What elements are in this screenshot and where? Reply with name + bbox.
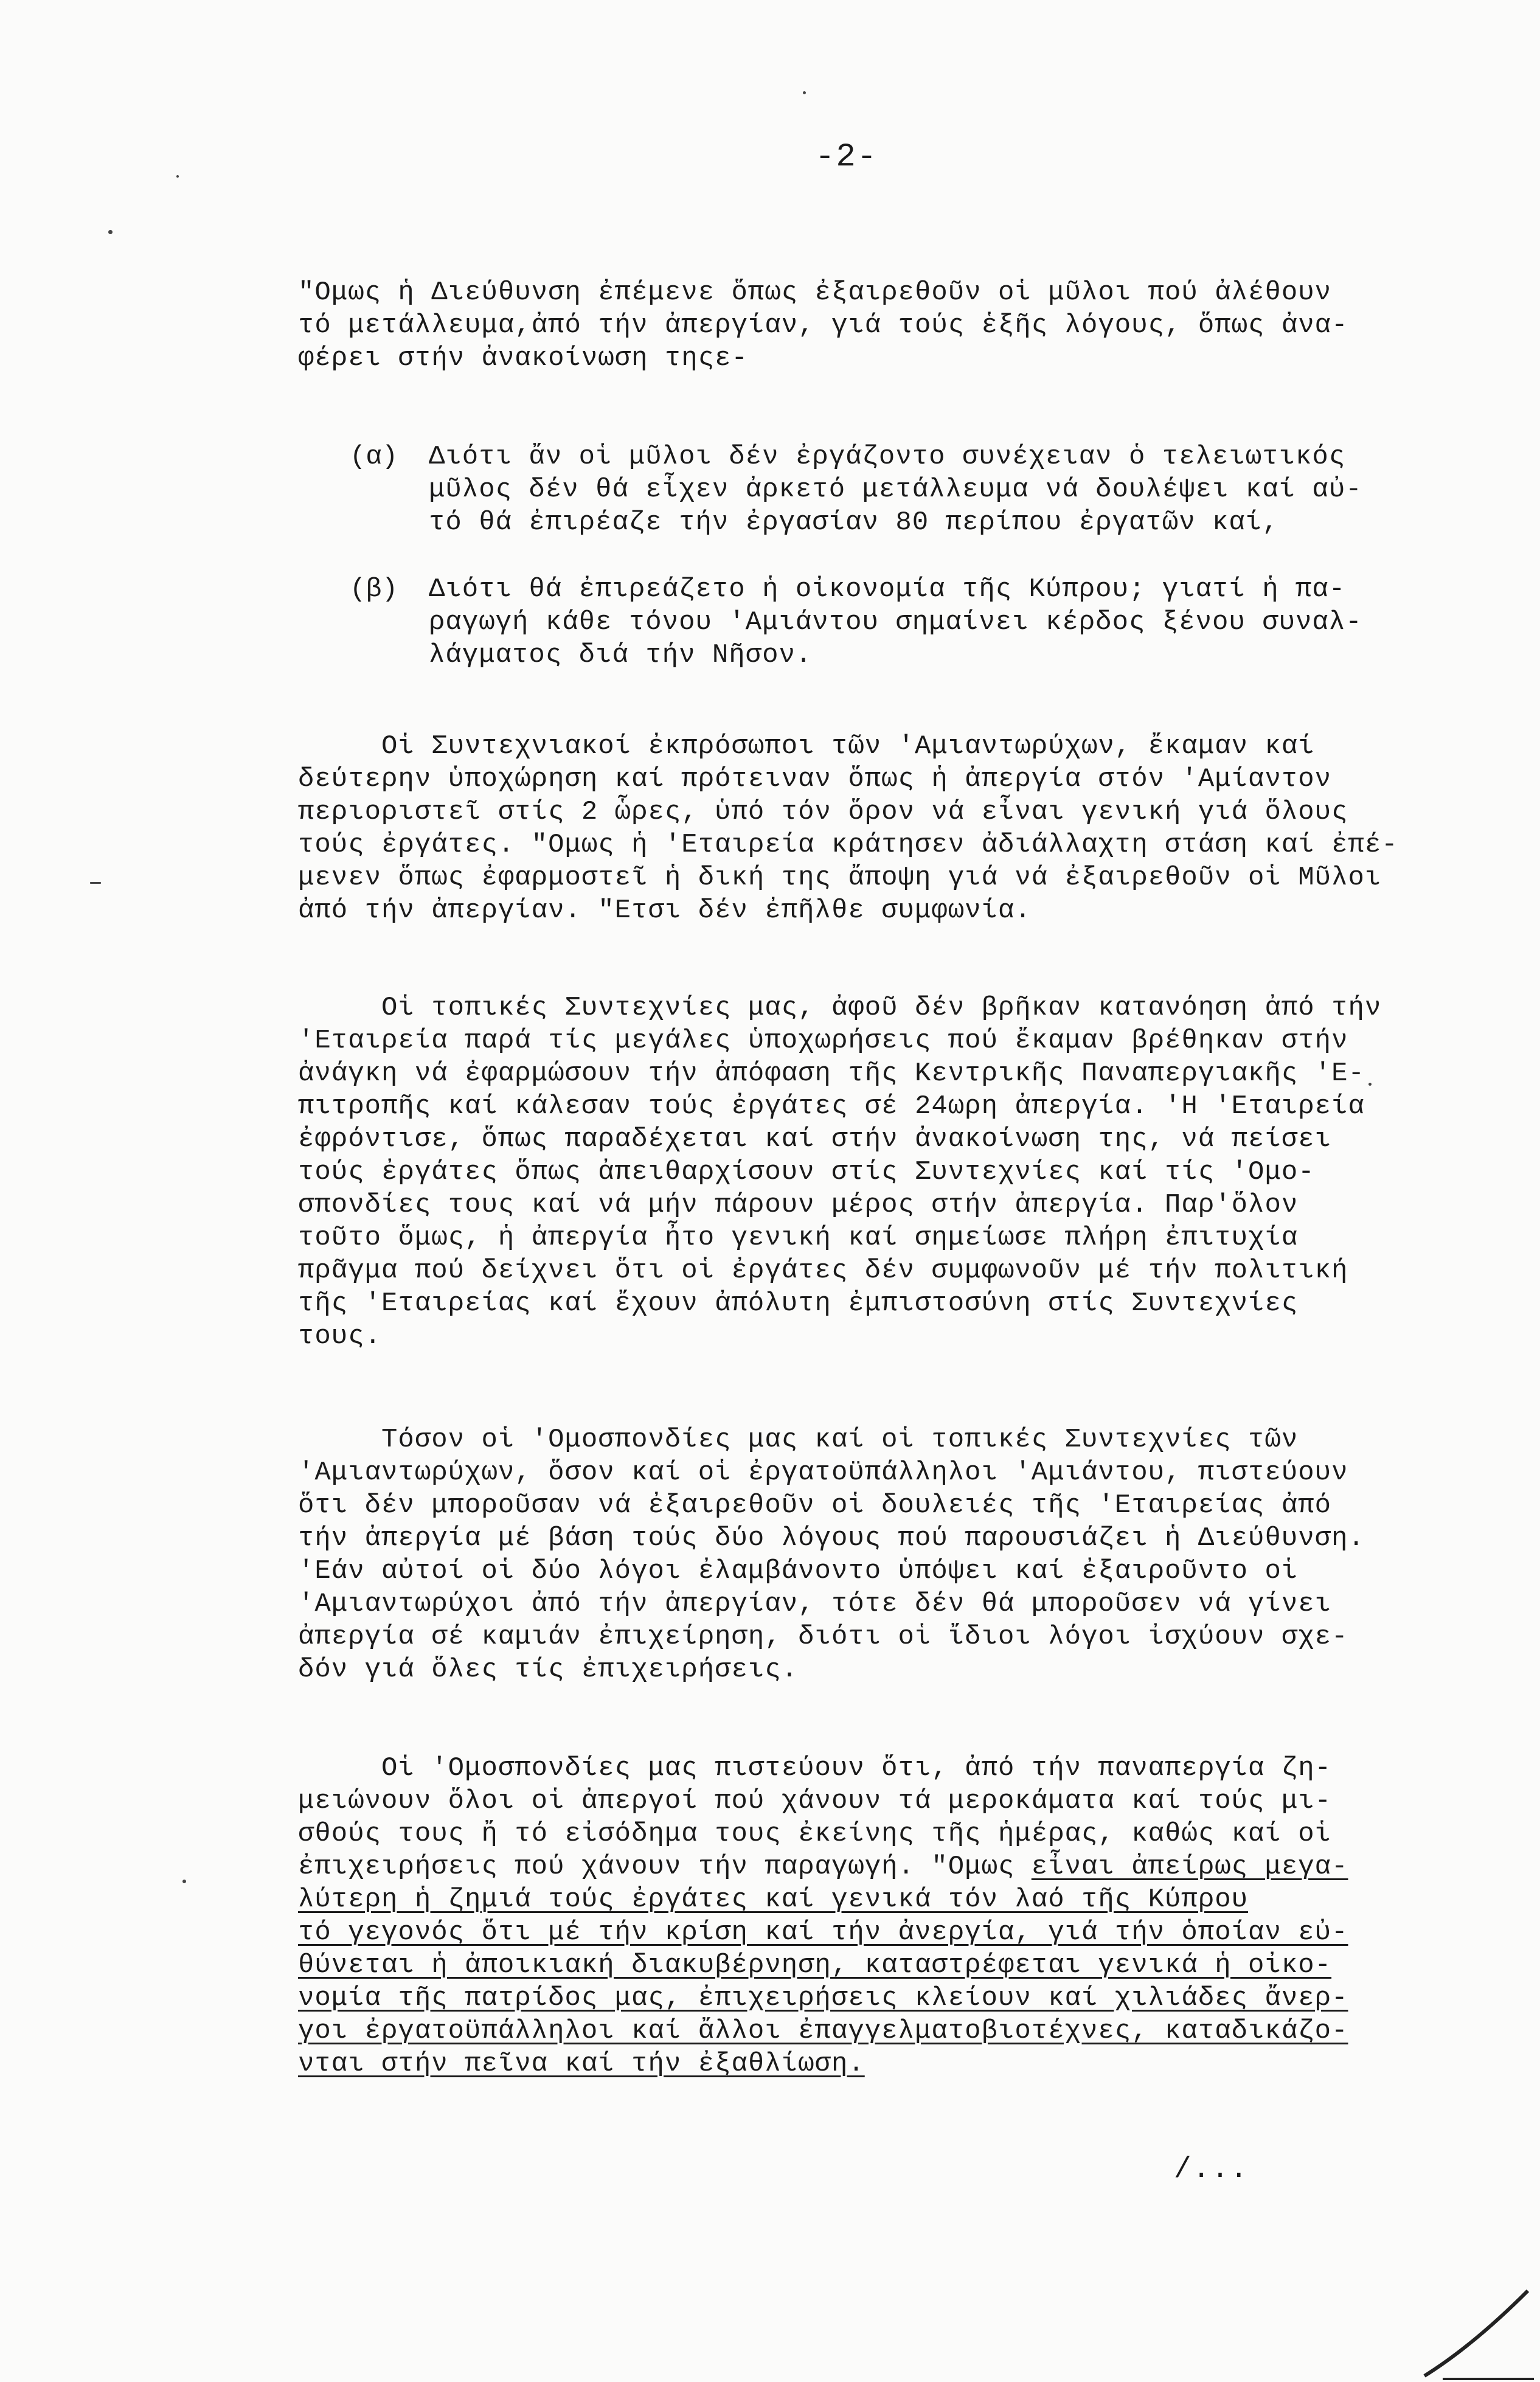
corner-scan-mark <box>1406 2273 1540 2382</box>
text-line: τό γεγονός ὅτι μέ τήν κρίση καί τήν ἀνεργία, γιά τήν ὁποίαν εὐ- <box>298 1917 1348 1948</box>
text-line: τῆς 'Εταιρείας καί ἔχουν ἀπόλυτη ἐμπιστοσύνη στίς Συντεχνίες <box>298 1288 1299 1319</box>
text-line: σπονδίες τους καί νά μήν πάρουν μέρος στήν ἀπεργία. Παρ'ὅλον <box>298 1190 1299 1220</box>
list-item-b <box>429 573 1362 672</box>
paragraph-2 <box>298 730 1398 927</box>
text-line: τό μετάλλευμα,ἀπό τήν ἀπεργίαν, γιά τούς ἑξῆς λόγους, ὅπως ἀνα- <box>298 310 1348 341</box>
text-line: θύνεται ἡ ἀποικιακή διακυβέρνηση, καταστρέφεται γενικά ἡ οἰκο- <box>298 1950 1332 1981</box>
text-line: "Ομως ἡ Διεύθυνση ἐπέμενε ὅπως ἐξαιρεθοῦν οἱ μῦλοι πού ἀλέθουν <box>298 277 1332 308</box>
text-line: Διότι θά ἐπιρεάζετο ἡ οἰκονομία τῆς Κύπρου; γιατί ἡ πα- <box>429 574 1346 605</box>
paragraph-5 <box>298 1752 1348 2080</box>
scan-speck <box>176 175 179 178</box>
list-marker-a: (α) <box>350 442 398 472</box>
text-line <box>298 1850 1348 1883</box>
underlined-fragment: εἶναι ἀπείρως μεγα- <box>1031 1852 1348 1882</box>
text-line: τήν ἀπεργία μέ βάση τούς δύο λόγους πού παρουσιάζει ἡ Διεύθυνση. <box>298 1523 1365 1554</box>
text-line: ἀπεργία σέ καμιάν ἐπιχείρηση, διότι οἱ ἴδιοι λόγοι ἰσχύουν σχε- <box>298 1622 1348 1652</box>
scan-speck <box>803 91 806 94</box>
text-line: φέρει στήν ἀνακοίνωση τηςε- <box>298 343 748 373</box>
text-line: μενεν ὅπως ἐφαρμοστεῖ ἡ δική της ἄποψη γιά νά ἐξαιρεθοῦν οἱ Μῦλοι <box>298 863 1382 893</box>
text-line: Διότι ἄν οἱ μῦλοι δέν ἐργάζοντο συνέχειαν ὁ τελειωτικός <box>429 442 1346 472</box>
text-line: ἐφρόντισε, ὅπως παραδέχεται καί στήν ἀνακοίνωση της, νά πείσει <box>298 1124 1332 1155</box>
scan-speck <box>90 882 101 884</box>
text-line: λάγματος διά τήν Νῆσον. <box>429 640 813 670</box>
text-line: τούς ἐργάτες ὅπως ἀπειθαρχίσουν στίς Συντεχνίες καί τίς 'Ομο- <box>298 1157 1315 1187</box>
list-item-a <box>429 440 1362 539</box>
text-line: 'Εάν αὐτοί οἱ δύο λόγοι ἐλαμβάνοντο ὑπόψει καί ἐξαιροῦντο οἱ <box>298 1556 1299 1586</box>
text-line: Τόσον οἱ 'Ομοσπονδίες μας καί οἱ τοπικές Συντεχνίες τῶν <box>298 1425 1299 1455</box>
text-line: πρᾶγμα πού δείχνει ὅτι οἱ ἐργάτες δέν συμφωνοῦν μέ τήν πολιτική <box>298 1255 1348 1286</box>
paragraph-1 <box>298 276 1348 375</box>
text-line: τούς ἐργάτες. "Ομως ἡ 'Εταιρεία κράτησεν ἀδιάλλαχτη στάση καί ἐπέ- <box>298 830 1398 860</box>
page-number: -2- <box>815 139 878 176</box>
list-marker-b: (β) <box>350 574 398 605</box>
text-line: σθούς τους ἤ τό εἰσόδημα τους ἐκείνης τῆς ἡμέρας, καθώς καί οἱ <box>298 1819 1332 1849</box>
text-line: δόν γιά ὅλες τίς ἐπιχειρήσεις. <box>298 1655 799 1685</box>
continuation-mark: /... <box>1174 2153 1249 2186</box>
text-line: πιτροπῆς καί κάλεσαν τούς ἐργάτες σέ 24ωρη ἀπεργία. 'Η 'Εταιρεία <box>298 1091 1365 1122</box>
paragraph-3 <box>298 991 1382 1353</box>
text-line: Οἱ Συντεχνιακοί ἐκπρόσωποι τῶν 'Αμιαντωρύχων, ἔκαμαν καί <box>298 731 1315 762</box>
text-fragment: ἐπιχειρήσεις πού χάνουν τήν παραγωγή. "Ομως <box>298 1852 1015 1882</box>
text-line: Οἱ 'Ομοσπονδίες μας πιστεύουν ὅτι, ἀπό τήν παναπεργία ζη- <box>298 1753 1332 1783</box>
text-line: ὅτι δέν μποροῦσαν νά ἐξαιρεθοῦν οἱ δουλειές τῆς 'Εταιρείας ἀπό <box>298 1490 1332 1521</box>
text-line: τους. <box>298 1321 382 1352</box>
text-line: 'Αμιαντωρύχοι ἀπό τήν ἀπεργίαν, τότε δέν θά μποροῦσεν νά γίνει <box>298 1589 1332 1619</box>
underlined-passage <box>298 1883 1348 2080</box>
text-line: περιοριστεῖ στίς 2 ὧρες, ὑπό τόν ὅρον νά εἶναι γενική γιά ὅλους <box>298 797 1348 827</box>
text-line: Οἱ τοπικές Συντεχνίες μας, ἀφοῦ δέν βρῆκαν κατανόηση ἀπό τήν <box>298 993 1382 1023</box>
text-line: τοῦτο ὅμως, ἡ ἀπεργία ἦτο γενική καί σημείωσε πλήρη ἐπιτυχία <box>298 1223 1299 1253</box>
text-line: νται στήν πεῖνα καί τήν ἐξαθλίωση. <box>298 2049 865 2079</box>
text-line: μῦλος δέν θά εἶχεν ἀρκετό μετάλλευμα νά δουλέψει καί αὐ- <box>429 474 1362 505</box>
text-line: γοι ἐργατοϋπάλληλοι καί ἄλλοι ἐπαγγελματοβιοτέχνες, καταδικάζο- <box>298 2016 1348 2046</box>
text-line: λύτερη ἡ ζημιά τούς ἐργάτες καί γενικά τόν λαό τῆς Κύπρου <box>298 1884 1249 1915</box>
text-line: ἀπό τήν ἀπεργίαν. "Ετσι δέν ἐπῆλθε συμφωνία. <box>298 895 1032 926</box>
text-line: ραγωγή κάθε τόνου 'Αμιάντου σημαίνει κέρδος ξένου συναλ- <box>429 607 1362 637</box>
scan-speck <box>1368 1083 1372 1086</box>
scan-speck <box>108 230 113 234</box>
text-line: μειώνουν ὅλοι οἱ ἀπεργοί πού χάνουν τά μεροκάματα καί τούς μι- <box>298 1786 1332 1816</box>
text-line: ἀνάγκη νά ἐφαρμώσουν τήν ἀπόφαση τῆς Κεντρικῆς Παναπεργιακῆς 'Ε- <box>298 1058 1365 1089</box>
text-line: 'Εταιρεία παρά τίς μεγάλες ὑποχωρήσεις πού ἔκαμαν βρέθηκαν στήν <box>298 1026 1348 1056</box>
text-line: δεύτερην ὑποχώρηση καί πρότειναν ὅπως ἡ ἀπεργία στόν 'Αμίαντον <box>298 764 1332 794</box>
text-line: νομία τῆς πατρίδος μας, ἐπιχειρήσεις κλείουν καί χιλιάδες ἄνερ- <box>298 1983 1348 2013</box>
scan-speck <box>182 1880 186 1883</box>
paragraph-4 <box>298 1423 1365 1686</box>
text-line: 'Αμιαντωρύχων, ὅσον καί οἱ ἐργατοϋπάλληλοι 'Αμιάντου, πιστεύουν <box>298 1457 1348 1488</box>
text-line: τό θά ἐπιρέαζε τήν ἐργασίαν 80 περίπου ἐργατῶν καί, <box>429 507 1279 538</box>
